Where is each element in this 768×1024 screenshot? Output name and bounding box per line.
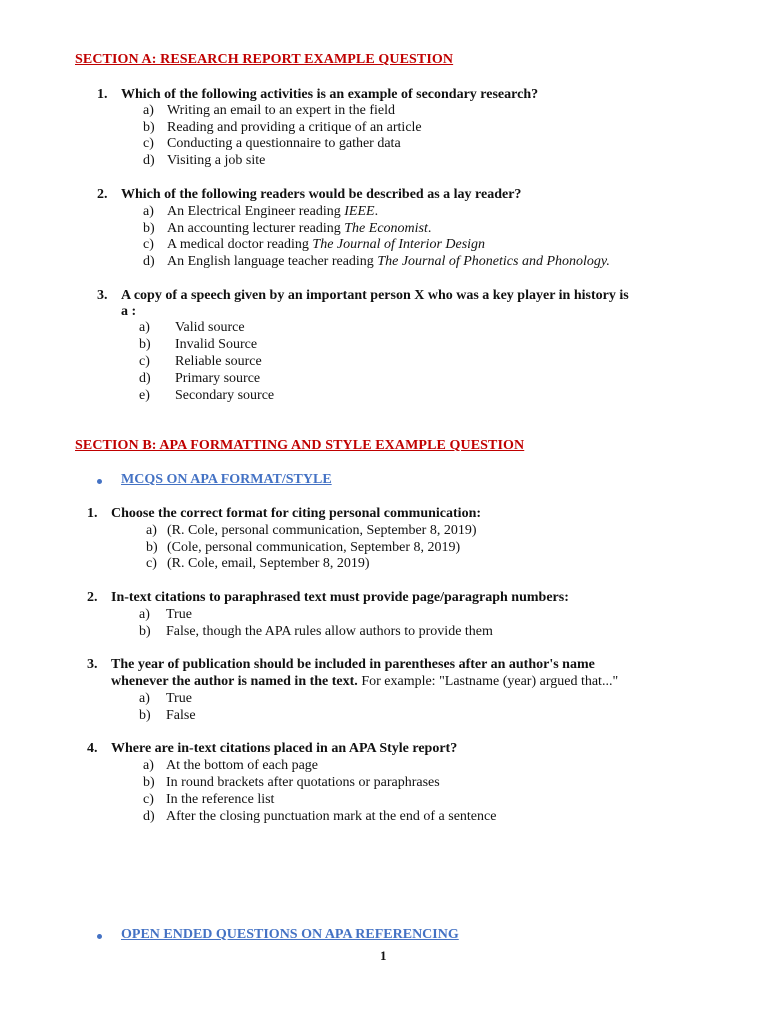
- option-label: d): [143, 153, 155, 168]
- option-label: c): [143, 792, 154, 807]
- option-label: b): [143, 120, 155, 135]
- option-text: (R. Cole, personal communication, September 8, 2019): [167, 523, 477, 538]
- option-text: Conducting a questionnaire to gather data: [167, 136, 401, 151]
- question-number: 1.: [97, 87, 108, 102]
- option-text: (Cole, personal communication, September 8, 2019): [167, 540, 461, 555]
- question-number: 3.: [87, 657, 98, 672]
- question-number: 2.: [87, 590, 98, 605]
- option-label: c): [139, 354, 150, 369]
- journal-title: The Economist: [344, 221, 428, 236]
- question-text-continued: whenever the author is named in the text. For example: "Lastname (year) argued that...": [111, 674, 619, 689]
- mcq-subheading: MCQS ON APA FORMAT/STYLE: [121, 472, 332, 487]
- journal-title: The Journal of Interior Design: [312, 237, 486, 252]
- option-text: An Electrical Engineer reading IEEE.: [167, 204, 379, 219]
- option-label: b): [143, 775, 155, 790]
- option-label: c): [143, 136, 154, 151]
- option-label: b): [139, 337, 151, 352]
- option-label: e): [139, 388, 150, 403]
- option-label: d): [143, 254, 155, 269]
- open-ended-subheading: OPEN ENDED QUESTIONS ON APA REFERENCING: [121, 927, 459, 942]
- option-label: b): [139, 708, 151, 723]
- question-number: 4.: [87, 741, 98, 756]
- option-text: Invalid Source: [175, 337, 258, 352]
- section-a-title: SECTION A: RESEARCH REPORT EXAMPLE QUESTION: [75, 52, 454, 67]
- question-number: 1.: [87, 506, 98, 521]
- question-text: Which of the following activities is an example of secondary research?: [121, 87, 539, 102]
- option-label: c): [146, 556, 157, 571]
- option-label: d): [139, 371, 151, 386]
- option-label: b): [139, 624, 151, 639]
- option-label: b): [146, 540, 158, 555]
- option-label: a): [143, 204, 154, 219]
- option-label: a): [143, 758, 154, 773]
- question-text: Which of the following readers would be described as a lay reader?: [121, 187, 522, 202]
- option-text: An accounting lecturer reading The Economist.: [167, 221, 432, 236]
- option-label: a): [146, 523, 157, 538]
- question-number: 3.: [97, 288, 108, 303]
- question-number: 2.: [97, 187, 108, 202]
- option-label: c): [143, 237, 154, 252]
- question-text: In-text citations to paraphrased text must provide page/paragraph numbers:: [111, 590, 569, 605]
- page-number: 1: [380, 948, 387, 963]
- option-text: Valid source: [175, 320, 245, 335]
- option-text: Visiting a job site: [167, 153, 266, 168]
- option-text: False, though the APA rules allow authors to provide them: [166, 624, 493, 639]
- option-text: After the closing punctuation mark at the end of a sentence: [166, 809, 497, 824]
- option-text: An English language teacher reading The Journal of Phonetics and Phonology.: [167, 254, 610, 269]
- option-label: a): [139, 320, 150, 335]
- section-b-title: SECTION B: APA FORMATTING AND STYLE EXAMPLE QUESTION: [75, 438, 525, 453]
- option-label: d): [143, 809, 155, 824]
- option-text: Primary source: [175, 371, 261, 386]
- option-text: A medical doctor reading The Journal of Interior Design: [167, 237, 486, 252]
- option-label: a): [139, 607, 150, 622]
- option-text: True: [166, 691, 192, 706]
- option-text: Writing an email to an expert in the field: [167, 103, 396, 118]
- option-label: a): [143, 103, 154, 118]
- journal-title: The Journal of Phonetics and Phonology.: [377, 254, 610, 269]
- option-text: Reliable source: [175, 354, 262, 369]
- question-text-continued: a :: [121, 304, 137, 319]
- question-text: A copy of a speech given by an important person X who was a key player in history is: [121, 288, 629, 303]
- option-text: In the reference list: [166, 792, 275, 807]
- question-text: Choose the correct format for citing personal communication:: [111, 506, 482, 521]
- option-text: True: [166, 607, 192, 622]
- option-text: In round brackets after quotations or paraphrases: [166, 775, 440, 790]
- question-text: The year of publication should be included in parentheses after an author's name: [111, 657, 595, 672]
- question-text: Where are in-text citations placed in an APA Style report?: [111, 741, 458, 756]
- bullet-icon: [97, 479, 102, 484]
- option-text: Secondary source: [175, 388, 275, 403]
- option-text: (R. Cole, email, September 8, 2019): [167, 556, 370, 571]
- journal-title: IEEE: [344, 204, 375, 219]
- option-label: b): [143, 221, 155, 236]
- bullet-icon: [97, 934, 102, 939]
- option-label: a): [139, 691, 150, 706]
- option-text: At the bottom of each page: [166, 758, 319, 773]
- option-text: False: [166, 708, 196, 723]
- option-text: Reading and providing a critique of an article: [167, 120, 422, 135]
